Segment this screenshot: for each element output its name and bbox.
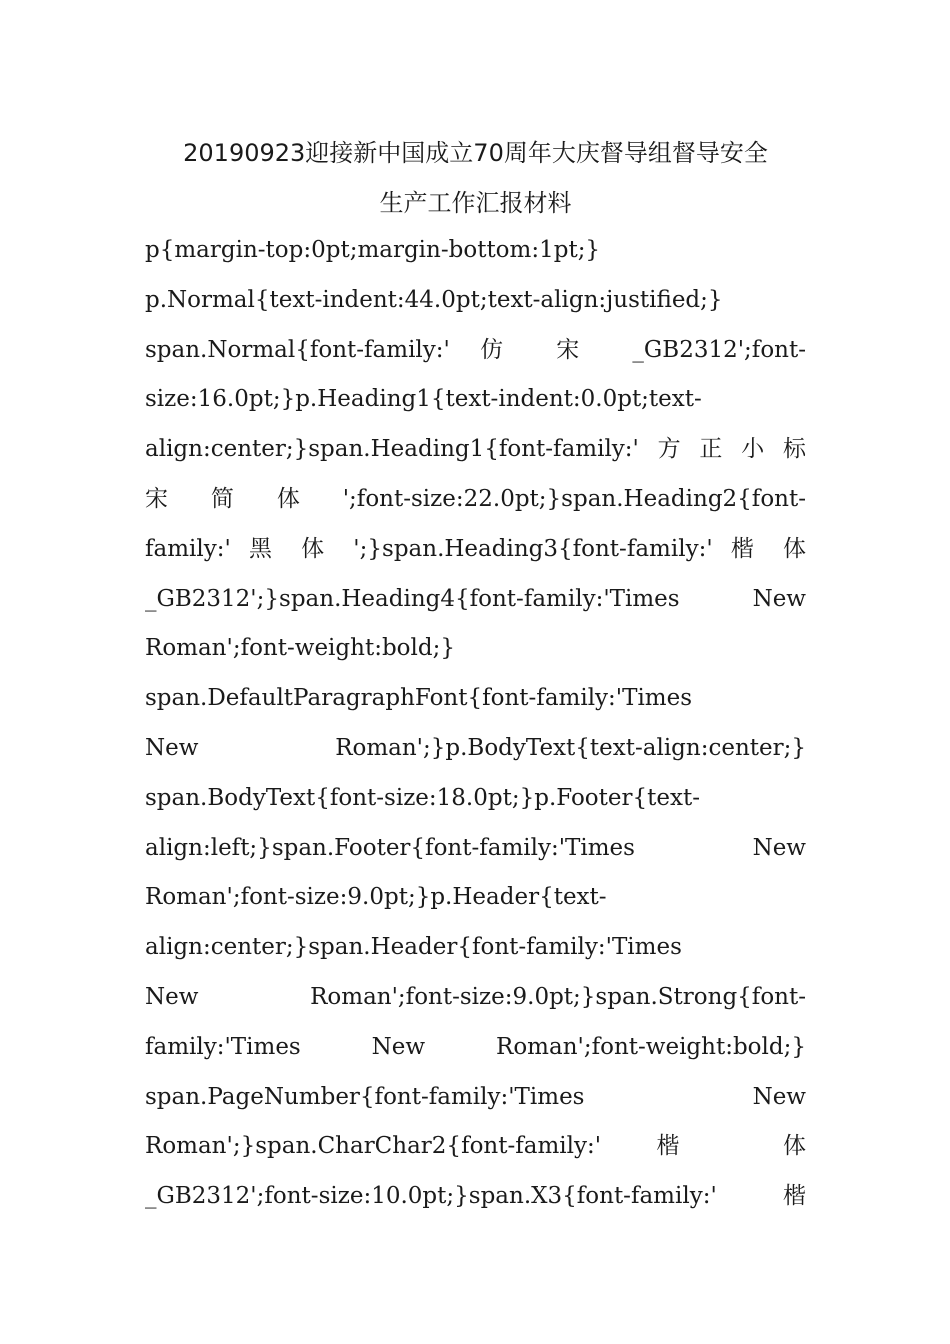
body-line-7: family:' 黑 体 ';}span.Heading3{font-family:' 楷 体 xyxy=(145,535,806,562)
body-line-10: span.DefaultParagraphFont{font-family:'Times xyxy=(145,685,693,712)
body-line-19: Roman';}span.CharChar2{font-family:' 楷 体 xyxy=(145,1133,806,1160)
body-line-12: span.BodyText{font-size:18.0pt;}p.Footer{text- xyxy=(145,784,700,811)
title-line-2: 生产工作汇报材料 xyxy=(379,189,572,217)
document-body xyxy=(145,226,806,1222)
body-line-16: New Roman';font-size:9.0pt;}span.Strong{font- xyxy=(145,983,806,1010)
body-line-2: p.Normal{text-indent:44.0pt;text-align:justified;} xyxy=(145,286,723,313)
document-title xyxy=(145,128,806,228)
body-line-15: align:center;}span.Header{font-family:'Times xyxy=(145,934,682,961)
body-line-6: 宋 简 体 ';font-size:22.0pt;}span.Heading2{font- xyxy=(145,485,806,512)
body-line-9: Roman';font-weight:bold;} xyxy=(145,635,455,662)
body-line-13: align:left;}span.Footer{font-family:'Times New xyxy=(145,834,806,861)
body-line-5: align:center;}span.Heading1{font-family:'方正小标 xyxy=(145,436,806,463)
body-line-3: span.Normal{font-family:' 仿 宋 _GB2312';font- xyxy=(145,336,806,363)
body-line-18: span.PageNumber{font-family:'Times New xyxy=(145,1083,806,1110)
body-line-17: family:'Times New Roman';font-weight:bold;} xyxy=(145,1033,806,1060)
body-line-4: size:16.0pt;}p.Heading1{text-indent:0.0pt;text- xyxy=(145,386,702,413)
body-line-14: Roman';font-size:9.0pt;}p.Header{text- xyxy=(145,884,607,911)
body-line-1: p{margin-top:0pt;margin-bottom:1pt;} xyxy=(145,237,601,263)
body-line-20: _GB2312';font-size:10.0pt;}span.X3{font-family:'楷 xyxy=(145,1183,806,1210)
body-line-11: New Roman';}p.BodyText{text-align:center;} xyxy=(145,734,806,761)
body-line-8: _GB2312';}span.Heading4{font-family:'Times New xyxy=(145,585,806,612)
title-line-1: 20190923迎接新中国成立70周年大庆督导组督导安全 xyxy=(183,139,768,167)
